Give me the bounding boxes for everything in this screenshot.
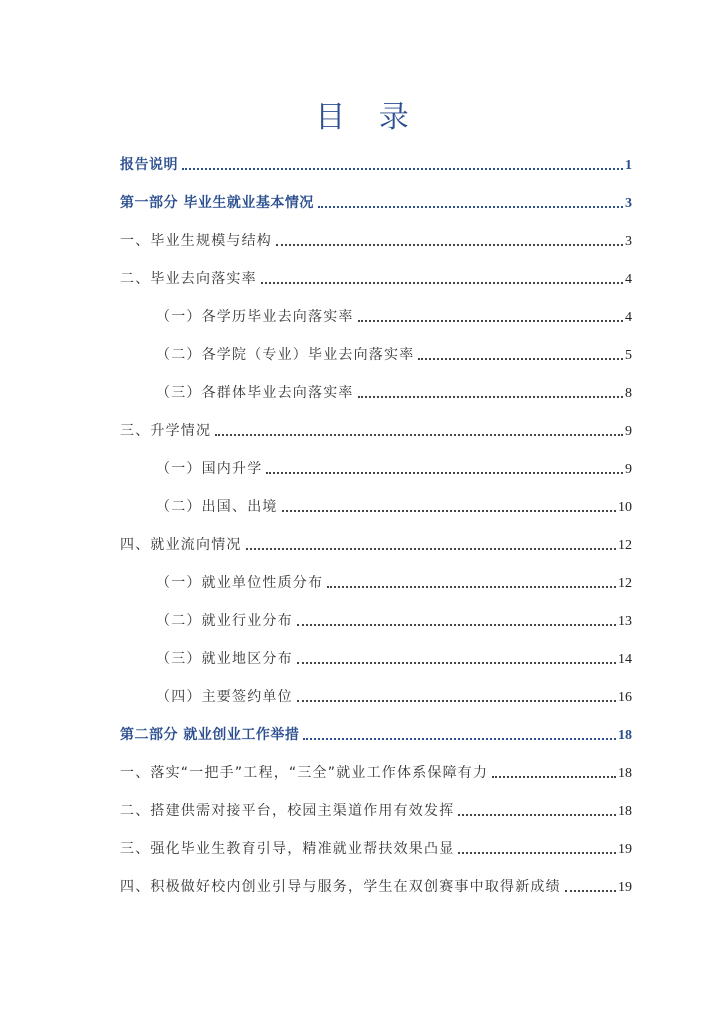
toc-entry[interactable]	[156, 492, 632, 516]
toc-entry-page: 12	[618, 538, 632, 553]
dot-leader	[261, 282, 623, 284]
dot-leader	[297, 624, 616, 626]
toc-entry-page: 9	[625, 462, 632, 477]
toc-entry-page: 13	[618, 614, 632, 629]
toc-entry[interactable]	[156, 568, 632, 592]
toc-entry-page: 10	[618, 500, 632, 515]
toc-entry-page: 4	[625, 272, 632, 287]
toc-entry-page: 12	[618, 576, 632, 591]
toc-entry[interactable]	[156, 644, 632, 668]
dot-leader	[215, 434, 623, 436]
toc-entry-page: 3	[625, 234, 632, 249]
dot-leader	[303, 738, 616, 740]
toc-entry-label: 第二部分 就业创业工作举措	[120, 727, 300, 743]
dot-leader	[358, 396, 623, 398]
dot-leader	[297, 700, 616, 702]
dot-leader	[318, 206, 623, 208]
dot-leader	[458, 852, 616, 854]
toc-entry-label: 一、毕业生规模与结构	[120, 233, 272, 249]
toc-entry-label: 四、积极做好校内创业引导与服务，学生在双创赛事中取得新成绩	[120, 879, 561, 895]
toc-entry[interactable]	[120, 758, 632, 782]
dot-leader	[266, 472, 623, 474]
toc-entry-label: 四、就业流向情况	[120, 537, 242, 553]
toc-entry-page: 16	[618, 690, 632, 705]
dot-leader	[282, 510, 616, 512]
toc-entry-label: （一）就业单位性质分布	[156, 575, 324, 591]
toc-entry-report-notes[interactable]	[120, 150, 632, 174]
toc-entry-label: 报告说明	[120, 157, 178, 173]
toc-entry[interactable]	[156, 378, 632, 402]
dot-leader	[565, 890, 616, 892]
toc-entry-page: 19	[618, 842, 632, 857]
toc-entry[interactable]	[120, 226, 632, 250]
toc-entry-label: 二、搭建供需对接平台，校园主渠道作用有效发挥	[120, 803, 455, 819]
toc-entry-label: （三）就业地区分布	[156, 651, 293, 667]
toc-entry-page: 19	[618, 880, 632, 895]
toc-entry-page: 14	[618, 652, 632, 667]
page-title: 目 录	[315, 100, 421, 135]
toc-entry-page: 3	[625, 196, 632, 211]
toc-entry-page: 9	[625, 424, 632, 439]
toc-entry[interactable]	[156, 454, 632, 478]
dot-leader	[276, 244, 623, 246]
toc-entry-label: （二）就业行业分布	[156, 613, 293, 629]
dot-leader	[358, 320, 623, 322]
toc-entry-label: 一、落实“一把手”工程，“三全”就业工作体系保障有力	[120, 765, 489, 781]
dot-leader	[492, 776, 616, 778]
dot-leader	[246, 548, 616, 550]
toc-entry-page: 1	[625, 158, 632, 173]
toc-entry[interactable]	[156, 682, 632, 706]
toc-entry-label: 三、升学情况	[120, 423, 212, 439]
toc-entry-label: （一）国内升学	[156, 461, 263, 477]
toc-entry[interactable]	[120, 796, 632, 820]
toc-entry-page: 4	[625, 310, 632, 325]
toc-entry[interactable]	[120, 530, 632, 554]
toc-entry[interactable]	[156, 340, 632, 364]
toc-entry-page: 18	[618, 766, 632, 781]
toc-entry-part-two[interactable]	[120, 720, 632, 744]
toc-entry-label: （二）出国、出境	[156, 499, 278, 515]
toc-entry-label: （一）各学历毕业去向落实率	[156, 309, 354, 325]
toc-entry-label: 第一部分 毕业生就业基本情况	[120, 195, 314, 211]
dot-leader	[182, 168, 623, 170]
toc-entry[interactable]	[156, 302, 632, 326]
toc-entry[interactable]	[120, 872, 632, 896]
toc-entry[interactable]	[120, 834, 632, 858]
dot-leader	[418, 358, 623, 360]
toc-entry[interactable]	[120, 264, 632, 288]
toc-entry-label: 三、强化毕业生教育引导，精准就业帮扶效果凸显	[120, 841, 455, 857]
toc-entry-page: 18	[618, 728, 632, 743]
toc-entry-page: 8	[625, 386, 632, 401]
toc-entry-label: （四）主要签约单位	[156, 689, 293, 705]
dot-leader	[458, 814, 616, 816]
toc-entry-label: （三）各群体毕业去向落实率	[156, 385, 354, 401]
toc-entry-label: （二）各学院（专业）毕业去向落实率	[156, 347, 415, 363]
toc-entry-part-one[interactable]	[120, 188, 632, 212]
toc-entry[interactable]	[156, 606, 632, 630]
dot-leader	[297, 662, 616, 664]
toc-entry[interactable]	[120, 416, 632, 440]
toc-entry-page: 5	[625, 348, 632, 363]
toc-entry-page: 18	[618, 804, 632, 819]
dot-leader	[327, 586, 616, 588]
toc-entry-label: 二、毕业去向落实率	[120, 271, 257, 287]
